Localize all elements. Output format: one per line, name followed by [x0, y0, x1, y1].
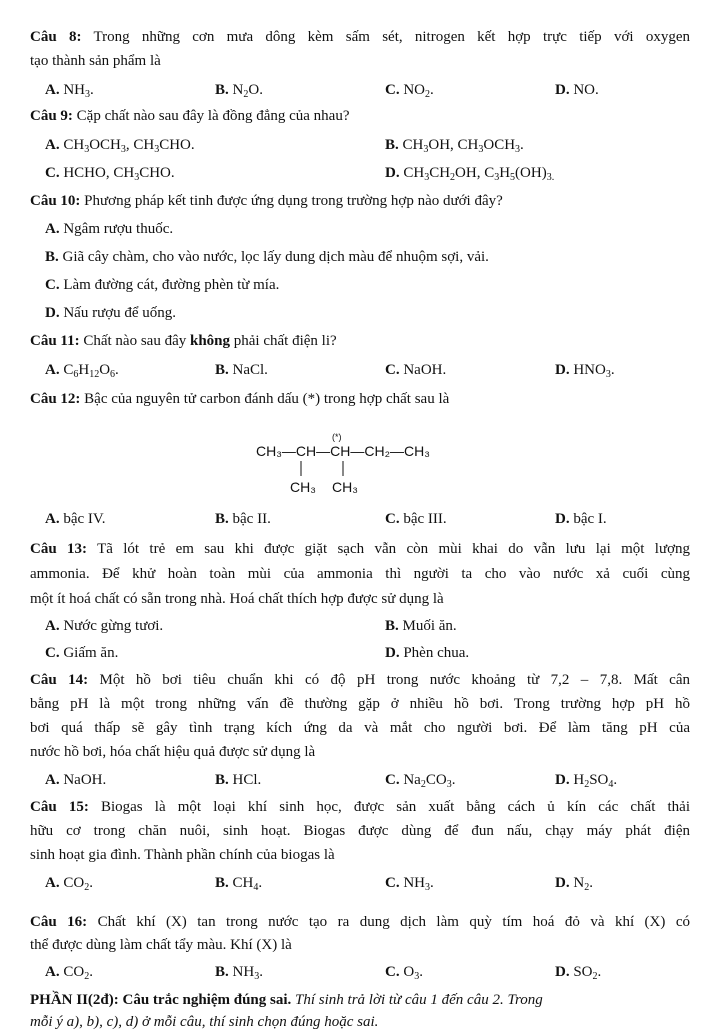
q11-option-c: C. NaOH.	[385, 362, 447, 378]
q16-option-c: C. $O_3$.	[385, 964, 423, 982]
q14-line1: Câu 14: Một hồ bơi tiêu chuẩn khi có độ pH trong nước khoảng từ 7,2 – 7,8. Mất cân	[30, 672, 690, 688]
q10-option-c: C. Làm đường cát, đường phèn từ mía.	[45, 277, 280, 293]
q9-line1: Câu 9: Cặp chất nào sau đây là đồng đẳng của nhau?	[30, 108, 350, 124]
q13-line2: ammonia. Để khử hoàn toàn mùi của ammonia thì người ta cho vào nước xả cuối cùng	[30, 566, 690, 582]
q16-line1: Câu 16: Chất khí (X) tan trong nước tạo ra dung dịch làm quỳ tím hoá đỏ và khí (X) có	[30, 914, 690, 930]
part2-heading: PHẦN II(2đ): Câu trắc nghiệm đúng sai. Thí sinh trả lời từ câu 1 đến câu 2. Trong	[30, 992, 543, 1008]
struct-branch-1: CH₃	[290, 479, 316, 495]
q15-option-c: C. $NH_3$.	[385, 875, 434, 893]
structural-formula	[250, 426, 490, 506]
q14-option-b: B. HCl.	[215, 772, 262, 788]
q14-line2: bằng pH là một trong những vấn đề thường gặp ở nhiều hồ bơi. Trong trường hợp pH hồ	[30, 696, 690, 712]
q16-option-a: A. $CO_2$.	[45, 964, 93, 982]
q11-option-d: D. $HNO_3$.	[555, 362, 615, 380]
struct-branch-2: CH₃	[332, 479, 358, 495]
q12-option-a: A. bậc IV.	[45, 511, 106, 527]
q11-option-a: A. $C_6H_{12}O_6$.	[45, 362, 119, 380]
q8-option-c: C. $NO_2$.	[385, 82, 434, 100]
q16-line2: thể được dùng làm chất tẩy màu. Khí (X) là	[30, 937, 292, 953]
q16-option-b: B. $NH_3$.	[215, 964, 263, 982]
part2-note: mỗi ý a), b), c), d) ở mỗi câu, thí sinh chọn đúng hoặc sai.	[30, 1014, 379, 1030]
q9-option-d: D. $CH_3CH_2OH$, $C_3H_5(OH)_{3.}$	[385, 165, 555, 183]
q13-line3: một ít hoá chất có sẵn trong nhà. Hoá chất thích hợp được sử dụng là	[30, 591, 444, 607]
q15-option-a: A. $CO_2$.	[45, 875, 93, 893]
q15-line2: hữu cơ trong chăn nuôi, sinh hoạt. Biogas được dùng để đun nấu, chạy máy phát điện	[30, 823, 690, 839]
struct-main-chain: CH₃—CH—CH—CH₂—CH₃	[256, 443, 430, 459]
q15-line1: Câu 15: Biogas là một loại khí sinh học, được sản xuất bằng cách ủ kín các chất thải	[30, 799, 691, 815]
q12-line1: Câu 12: Bậc của nguyên tử carbon đánh dấu (*) trong hợp chất sau là	[30, 391, 450, 407]
q14-line4: nước hồ bơi, hóa chất hiệu quả được sử dụng là	[30, 744, 316, 760]
q13-option-d: D. Phèn chua.	[385, 645, 470, 661]
q12-option-c: C. bậc III.	[385, 511, 447, 527]
q12-option-b: B. bậc II.	[215, 511, 271, 527]
q10-option-a: A. Ngâm rượu thuốc.	[45, 221, 174, 237]
struct-star-mark: (*)	[332, 432, 342, 442]
q13-option-b: B. Muối ăn.	[385, 618, 457, 634]
q16-option-d: D. $SO_2$.	[555, 964, 602, 982]
q14-option-a: A. NaOH.	[45, 772, 107, 788]
q8-line1: Câu 8: Trong những cơn mưa dông kèm sấm sét, nitrogen kết hợp trực tiếp với oxygen	[30, 29, 690, 45]
q11-line1: Câu 11: Chất nào sau đây không phải chất điện li?	[30, 333, 337, 349]
q11-option-b: B. NaCl.	[215, 362, 268, 378]
q9-option-b: B. $CH_3OH$, $CH_3OCH_3$.	[385, 137, 524, 155]
q15-line3: sinh hoạt gia đình. Thành phần chính của biogas là	[30, 847, 335, 863]
q8-option-a: A. $NH_3$.	[45, 82, 94, 100]
q9-option-c: C. HCHO, $CH_3CHO$.	[45, 165, 175, 183]
q10-line1: Câu 10: Phương pháp kết tinh được ứng dụng trong trường hợp nào dưới đây?	[30, 193, 503, 209]
q14-option-d: D. $H_2SO_4$.	[555, 772, 618, 790]
q15-option-b: B. $CH_4$.	[215, 875, 263, 893]
q10-option-b: B. Giã cây chàm, cho vào nước, lọc lấy dung dịch màu để nhuộm sợi, vải.	[45, 249, 489, 265]
q9-option-a: A. $CH_3OCH_3$, $CH_3CHO$.	[45, 137, 195, 155]
q8-label: Câu 8:	[30, 29, 82, 45]
q8-option-b: B. $N_2O$.	[215, 82, 263, 100]
q8-line2: tạo thành sản phẩm là	[30, 53, 161, 69]
q15-option-d: D. $N_2$.	[555, 875, 593, 893]
q14-line3: bơi quá thấp sẽ gây tình trạng kích ứng da và mắt cho người bơi. Để làm tăng pH của	[30, 720, 690, 736]
q13-option-a: A. Nước gừng tươi.	[45, 618, 164, 634]
q10-option-d: D. Nấu rượu để uống.	[45, 305, 177, 321]
q8-option-d: D. NO.	[555, 82, 599, 98]
q13-line1: Câu 13: Tã lót trẻ em sau khi được giặt sạch vẫn còn mùi khai do vẫn lưu lại một lượng	[30, 541, 691, 557]
q13-option-c: C. Giấm ăn.	[45, 645, 119, 661]
q14-option-c: C. $Na_2CO_3$.	[385, 772, 456, 790]
q12-option-d: D. bậc I.	[555, 511, 607, 527]
